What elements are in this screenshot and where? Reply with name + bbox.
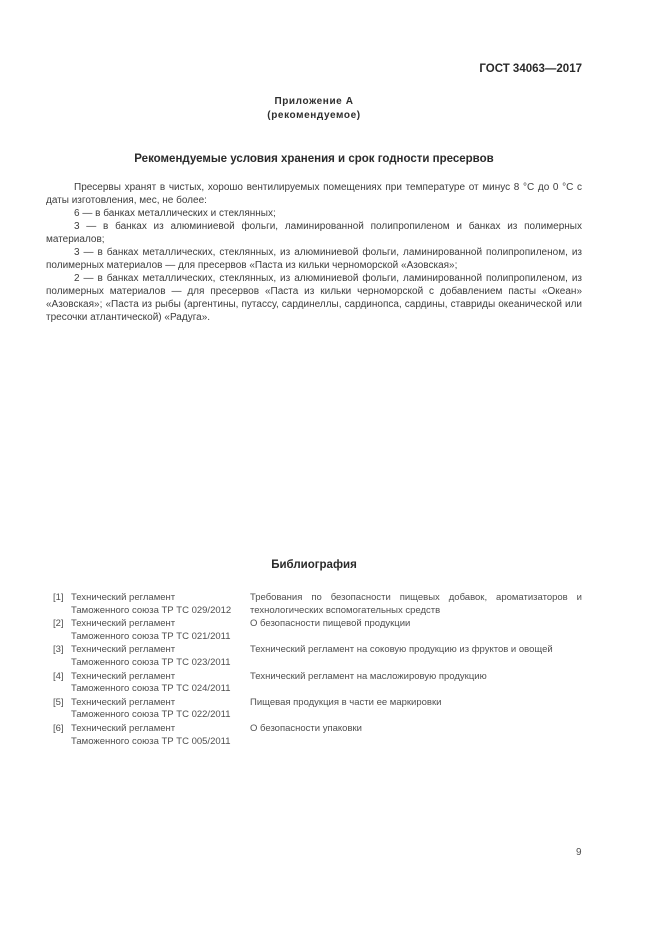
bibliography-source-line1: Технический регламент [71, 644, 176, 656]
bibliography-ref-number: [3] [53, 644, 64, 656]
bibliography-description: Пищевая продукция в части ее маркировки [250, 696, 442, 708]
bibliography-title: Библиография [271, 559, 357, 571]
bibliography-source [71, 723, 250, 748]
paragraph-storage-intro: Пресервы хранят в чистых, хорошо вентилируемых помещениях при температуре от минус 8 °С до 0 °С с даты изготовления, мес, не более: [46, 182, 582, 206]
bibliography-ref-number: [1] [53, 592, 64, 603]
bibliography-source-line1: Технический регламент [71, 618, 176, 630]
bibliography-source-line2: Таможенного союза ТР ТС 024/2011 [71, 683, 231, 695]
paragraph-item-2-months: 2 — в банках металлических, стеклянных, из алюминиевой фольги, ламинированной полипропиленом, из полимерных материалов — для пресервов «Паста из кильки черноморской с добавлением пасты «Океан» «Азовская»; «Паста из рыбы (аргентины, путассу, сардинеллы, сардинопса, сардины, ставриды океанической или тресочки атлантической) «Радуга». [46, 273, 582, 323]
bibliography-source-line1: Технический регламент [71, 670, 176, 682]
bibliography-source [71, 671, 250, 696]
bibliography-ref-number: [5] [53, 696, 64, 708]
bibliography-description: О безопасности упаковки [250, 722, 362, 734]
appendix-kind: (рекомендуемое) [267, 110, 361, 121]
bibliography-source-line2: Таможенного союза ТР ТС 022/2011 [71, 709, 231, 721]
paragraph-item-6-months: 6 — в банках металлических и стеклянных; [74, 208, 276, 219]
appendix-label: Приложение А [274, 96, 354, 107]
bibliography-source [71, 592, 250, 617]
bibliography-list [46, 592, 582, 748]
bibliography-description: Технический регламент на масложировую продукцию [250, 670, 487, 682]
bibliography-source [71, 644, 250, 669]
paragraph-item-3-months-foil: 3 — в банках из алюминиевой фольги, ламинированной полипропиленом и банках из полимерных материалов; [46, 221, 582, 245]
bibliography-entry [46, 697, 582, 722]
paragraph-item-3-months-pasta: 3 — в банках металлических, стеклянных, из алюминиевой фольги, ламинированной полипропиленом, из полимерных материалов — для пресервов «Паста из кильки черноморской «Азовская»; [46, 247, 582, 271]
bibliography-entry [46, 671, 582, 696]
section-title: Рекомендуемые условия хранения и срок годности пресервов [134, 153, 494, 165]
bibliography-source-line1: Технический регламент [71, 696, 176, 708]
bibliography-ref-number: [2] [53, 618, 64, 630]
bibliography-description: Технический регламент на соковую продукцию из фруктов и овощей [250, 644, 553, 656]
bibliography-entry [46, 592, 582, 617]
bibliography-source-line2: Таможенного союза ТР ТС 021/2011 [71, 630, 231, 642]
bibliography-source [71, 697, 250, 722]
bibliography-source-line1: Технический регламент [71, 592, 176, 603]
bibliography-source-line2: Таможенного союза ТР ТС 005/2011 [71, 735, 231, 747]
bibliography-ref-number: [6] [53, 722, 64, 734]
bibliography-entry [46, 618, 582, 643]
bibliography-entry [46, 723, 582, 748]
body-text [46, 181, 582, 324]
bibliography-ref-number: [4] [53, 670, 64, 682]
bibliography-source-line2: Таможенного союза ТР ТС 023/2011 [71, 656, 231, 668]
doc-number: ГОСТ 34063—2017 [479, 63, 582, 75]
appendix-heading [46, 95, 582, 123]
bibliography-source [71, 618, 250, 643]
bibliography-source-line1: Технический регламент [71, 722, 176, 734]
bibliography-entry [46, 644, 582, 669]
bibliography-description: О безопасности пищевой продукции [250, 618, 411, 630]
page-number: 9 [576, 847, 582, 858]
bibliography-source-line2: Таможенного союза ТР ТС 029/2012 [71, 604, 232, 616]
bibliography-description: Требования по безопасности пищевых добавок, ароматизаторов и технологических вспомогательных средств [250, 592, 582, 616]
